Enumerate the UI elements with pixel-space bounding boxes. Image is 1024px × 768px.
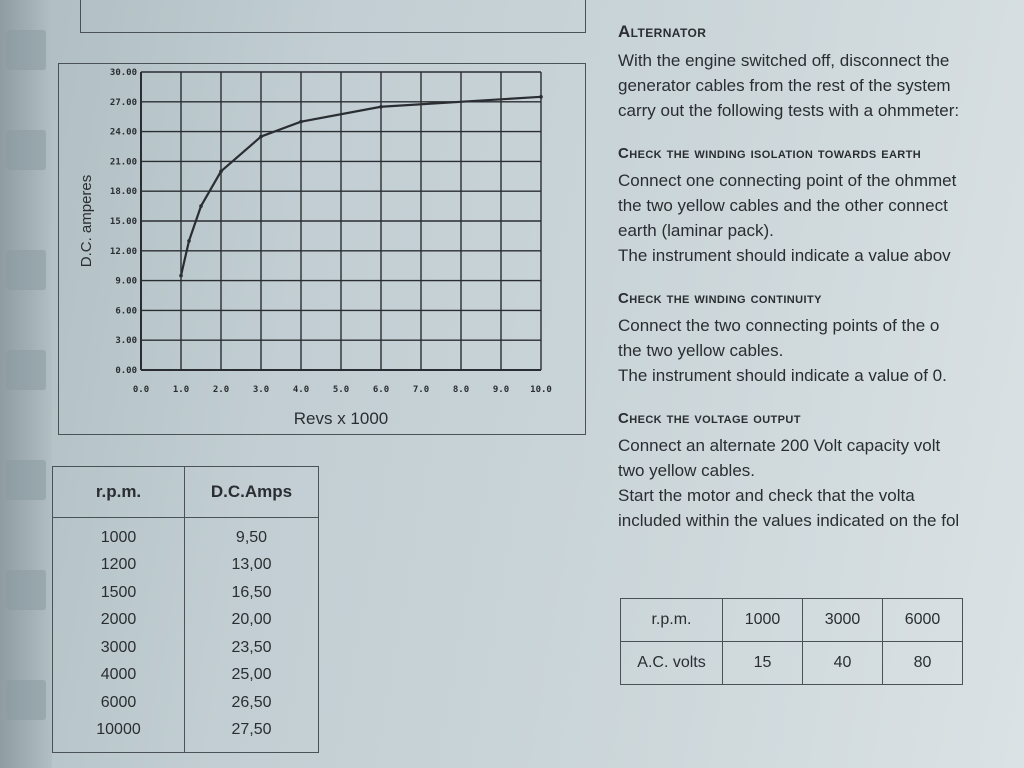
table-row xyxy=(621,642,963,685)
paragraph-line: earth (laminar pack). xyxy=(618,221,774,240)
table-cell: 1000 xyxy=(723,599,803,642)
y-tick-label: 6.00 xyxy=(115,306,137,317)
data-point xyxy=(179,274,183,278)
ac-volts-table xyxy=(620,598,963,685)
table-cell: 13,00 xyxy=(185,552,319,580)
table-cell: 10000 xyxy=(53,717,185,753)
data-point xyxy=(187,239,191,243)
paragraph-line: the two yellow cables and the other connect xyxy=(618,196,948,215)
spine-mark xyxy=(6,460,46,500)
table-cell: 3000 xyxy=(53,634,185,662)
x-tick-label: 10.0 xyxy=(530,385,552,395)
paragraph-line: Start the motor and check that the volta xyxy=(618,486,915,505)
table-cell: 27,50 xyxy=(185,717,319,753)
paragraph-line: carry out the following tests with a ohmmeter: xyxy=(618,101,960,120)
data-point xyxy=(539,95,543,99)
paragraph-line: The instrument should indicate a value abov xyxy=(618,246,951,265)
x-axis-label: Revs x 1000 xyxy=(293,409,389,428)
y-tick-label: 24.00 xyxy=(109,127,137,138)
table-cell: 1200 xyxy=(53,552,185,580)
table-cell: 2000 xyxy=(53,607,185,635)
y-tick-label: 9.00 xyxy=(115,276,137,287)
section-title-isolation: Check the winding isolation towards earth xyxy=(618,145,922,162)
x-tick-label: 7.0 xyxy=(412,385,430,395)
paragraph-line: two yellow cables. xyxy=(618,461,756,480)
paragraph-line: the two yellow cables. xyxy=(618,341,784,360)
table-cell: 26,50 xyxy=(185,689,319,717)
paragraph-line: Connect one connecting point of the ohmmet xyxy=(618,171,957,190)
y-tick-label: 0.00 xyxy=(115,366,137,376)
table-cell: 16,50 xyxy=(185,579,319,607)
paragraph-line: The instrument should indicate a value of 0. xyxy=(618,366,947,385)
paragraph-line: included within the values indicated on the fol xyxy=(618,511,960,530)
table-cell: 1500 xyxy=(53,579,185,607)
table-cell: 9,50 xyxy=(185,518,319,552)
table-cell: 15 xyxy=(723,642,803,685)
instructions-column xyxy=(618,22,1024,533)
x-tick-label: 5.0 xyxy=(332,385,350,395)
table-cell: 3000 xyxy=(803,599,883,642)
data-point xyxy=(299,120,303,124)
y-tick-label: 27.00 xyxy=(109,97,137,108)
table-header-row xyxy=(53,467,319,518)
section-title-voltage: Check the voltage output xyxy=(618,410,801,427)
table-row xyxy=(53,634,319,662)
spine-mark xyxy=(6,570,46,610)
table-cell: r.p.m. xyxy=(621,599,723,642)
x-tick-label: 9.0 xyxy=(492,385,510,395)
x-tick-label: 3.0 xyxy=(252,385,270,395)
y-tick-label: 15.00 xyxy=(109,217,137,227)
spine-mark xyxy=(6,680,46,720)
spine-mark xyxy=(6,30,46,70)
table-cell: 6000 xyxy=(53,689,185,717)
table-cell: 40 xyxy=(803,642,883,685)
table-row xyxy=(53,552,319,580)
table-cell: 80 xyxy=(883,642,963,685)
table-cell: 20,00 xyxy=(185,607,319,635)
previous-figure-box xyxy=(80,0,586,33)
spine-mark xyxy=(6,250,46,290)
y-tick-label: 18.00 xyxy=(109,187,137,198)
paragraph-line: generator cables from the rest of the system xyxy=(618,76,951,95)
data-point xyxy=(379,105,383,109)
table-row xyxy=(53,662,319,690)
x-tick-label: 0.0 xyxy=(132,385,150,395)
table-row xyxy=(53,518,319,552)
dc-output-chart xyxy=(58,63,586,435)
table-header-cell: D.C.Amps xyxy=(185,467,319,518)
x-tick-label: 4.0 xyxy=(292,385,310,395)
table-cell: 4000 xyxy=(53,662,185,690)
y-tick-label: 3.00 xyxy=(115,336,137,347)
data-point xyxy=(199,204,203,208)
table-row xyxy=(53,607,319,635)
y-tick-label: 12.00 xyxy=(109,246,137,257)
table-cell: 6000 xyxy=(883,599,963,642)
paragraph-line: With the engine switched off, disconnect the xyxy=(618,51,950,70)
dc-amps-table xyxy=(52,466,319,753)
x-tick-label: 2.0 xyxy=(212,385,230,395)
table-cell: A.C. volts xyxy=(621,642,723,685)
data-line-series xyxy=(181,97,541,276)
table-row xyxy=(53,579,319,607)
chart-svg xyxy=(59,64,585,434)
table-cell: 1000 xyxy=(53,518,185,552)
data-point xyxy=(219,170,223,174)
x-tick-label: 8.0 xyxy=(452,385,470,395)
y-axis-label: D.C. amperes xyxy=(78,174,95,268)
book-spine-shadow xyxy=(0,0,52,768)
table-row xyxy=(53,717,319,753)
table-row xyxy=(53,689,319,717)
section-title-continuity: Check the winding continuity xyxy=(618,290,822,307)
table-cell: 25,00 xyxy=(185,662,319,690)
paragraph-line: Connect an alternate 200 Volt capacity volt xyxy=(618,436,941,455)
table-header-cell: r.p.m. xyxy=(53,467,185,518)
section-title-alternator: Alternator xyxy=(618,22,707,41)
x-tick-label: 6.0 xyxy=(372,385,390,395)
table-cell: 23,50 xyxy=(185,634,319,662)
spine-mark xyxy=(6,130,46,170)
y-tick-label: 30.00 xyxy=(109,68,137,78)
x-tick-label: 1.0 xyxy=(172,385,190,395)
y-tick-label: 21.00 xyxy=(109,157,137,168)
data-point xyxy=(259,135,263,139)
paragraph-line: Connect the two connecting points of the o xyxy=(618,316,940,335)
spine-mark xyxy=(6,350,46,390)
table-row xyxy=(621,599,963,642)
